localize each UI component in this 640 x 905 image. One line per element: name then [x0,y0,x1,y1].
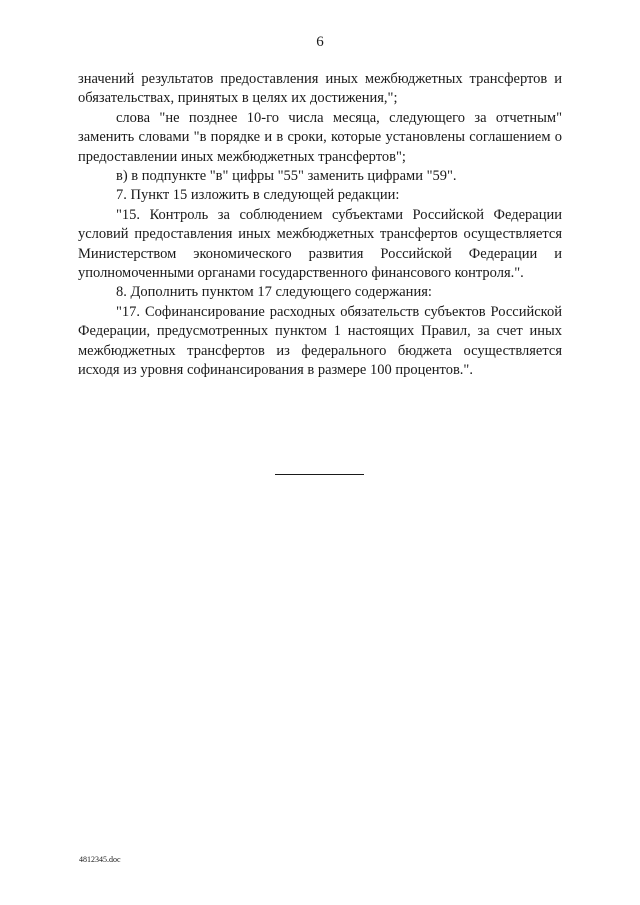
doc-id: 4812345.doc [79,855,121,864]
paragraph-item-15-text: "15. Контроль за соблюдением субъектами Российской Федерации условий предоставления иных межбюджетных трансфертов осуществляется Министерством экономического развития Российской Федерации и уполномоченными органами государственного финансового контроля.". [78,206,562,282]
paragraph-item-7: 7. Пункт 15 изложить в следующей редакции: [116,187,400,204]
paragraph-continuation: значений результатов предоставления иных межбюджетных трансфертов и обязательствах, принятых в целях их достижения,"; [78,71,562,107]
document-body [78,70,562,381]
paragraph-item-17-text: "17. Софинансирование расходных обязательств субъектов Российской Федерации, предусмотренных пунктом 1 настоящих Правил, за счет иных межбюджетных трансфертов из федерального бюджета осуществляется исходя из уровня софинансирования в размере 100 процентов.". [78,303,562,379]
page-number: 6 [316,34,324,50]
paragraph-item-8: 8. Дополнить пунктом 17 следующего содержания: [116,284,432,301]
end-divider [275,474,364,475]
paragraph-replace-words: слова "не позднее 10-го числа месяца, следующего за отчетным" заменить словами "в порядке и в сроки, которые установлены соглашением о предоставлении иных межбюджетных трансфертов"; [78,109,562,165]
paragraph-subpoint-v: в) в подпункте "в" цифры "55" заменить цифрами "59". [116,168,457,185]
